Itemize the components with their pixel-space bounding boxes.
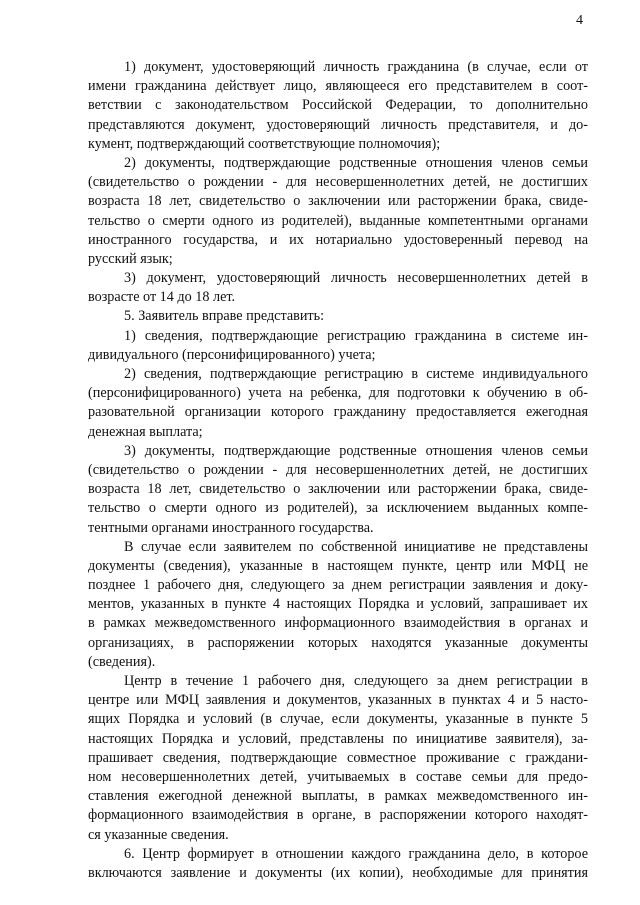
text-line: возраста 18 лет, свидетельство о заключении или расторжении брака, свиде-	[88, 193, 588, 210]
text-line: (персонифицированного) учета на ребенка, для подготовки к обучению в об-	[88, 385, 588, 402]
text-line: разовательной организации которого гражданину предоставляется ежегодная	[88, 404, 588, 421]
text-line: 1) документ, удостоверяющий личность гражданина (в случае, если от	[124, 59, 588, 75]
text-line: 2) сведения, подтверждающие регистрацию в системе индивидуального	[124, 366, 588, 382]
text-line: 3) документы, подтверждающие родственные отношения членов семьи	[124, 442, 588, 459]
text-line: организациях, в распоряжении которых находятся указанные документы	[88, 634, 588, 651]
text-line: иностранного государства, и их нотариально удостоверенный перевод на	[88, 231, 588, 248]
text-line: 1) сведения, подтверждающие регистрацию гражданина в системе ин-	[124, 327, 588, 344]
text-line: документы (сведения), указанные в настоящем пункте, центр или МФЦ не	[88, 557, 588, 574]
document-body	[88, 58, 588, 883]
text-line: 5. Заявитель вправе представить:	[124, 308, 325, 325]
text-line: представляются документ, удостоверяющий личность представителя, и до-	[88, 116, 588, 133]
text-line: (свидетельство о рождении - для несовершеннолетних детей, не достигших	[88, 461, 588, 478]
text-line: ментов, указанных в пункте 4 настоящих Порядка и условий, запрашивает их	[88, 596, 588, 613]
text-line: ся указанные сведения.	[88, 826, 229, 843]
text-line: прашивает сведения, подтверждающие совместное проживание с граждани-	[88, 749, 588, 766]
text-line: включаются заявление и документы (их копии), необходимые для принятия	[88, 864, 588, 881]
text-line: 2) документы, подтверждающие родственные отношения членов семьи	[124, 154, 588, 171]
text-line: кумент, подтверждающий соответствующие полномочия);	[88, 135, 441, 152]
text-line: формационного взаимодействия в органе, в распоряжении которого находят-	[88, 807, 588, 824]
text-line: денежная выплата;	[88, 423, 203, 440]
text-line: В случае если заявителем по собственной инициативе не представлены	[124, 538, 588, 555]
page-number: 4	[576, 13, 583, 28]
text-line: возраста 18 лет, свидетельство о заключении или расторжении брака, свиде-	[88, 481, 588, 498]
text-line: возрасте от 14 до 18 лет.	[88, 289, 236, 306]
text-line: ставления ежегодной денежной выплаты, в рамках межведомственного ин-	[88, 788, 588, 805]
text-line: русский язык;	[88, 250, 173, 267]
text-line: (свидетельство о рождении - для несовершеннолетних детей, не достигших	[88, 174, 588, 191]
text-line: имени гражданина действует лицо, являющееся его представителем в соот-	[88, 78, 588, 95]
text-line: ящих Порядка и условий (в случае, если документы, указанные в пункте 5	[88, 711, 588, 728]
text-line: настоящих Порядка и условий, представлены по инициативе заявителя), за-	[88, 730, 588, 747]
text-line: в рамках межведомственного информационного взаимодействия в органах и	[88, 615, 588, 632]
text-line: 6. Центр формирует в отношении каждого гражданина дело, в которое	[124, 845, 588, 862]
text-line: ветствии с законодательством Российской Федерации, то дополнительно	[88, 97, 588, 114]
text-line: Центр в течение 1 рабочего дня, следующего за днем регистрации в	[124, 673, 588, 689]
text-line: ном несовершеннолетних детей, учитываемых в составе семьи для предо-	[88, 768, 588, 785]
text-line: тельство о смерти одного из родителей), за исключением выданных компе-	[88, 500, 588, 517]
text-line: тельство о смерти одного из родителей), выданные компетентными органами	[88, 212, 588, 229]
text-line: (сведения).	[88, 653, 156, 670]
text-line: позднее 1 рабочего дня, следующего за днем регистрации заявления и доку-	[88, 577, 588, 594]
text-line: 3) документ, удостоверяющий личность несовершеннолетних детей в	[124, 270, 588, 287]
text-line: тентными органами иностранного государства.	[88, 519, 374, 536]
text-line: дивидуального (персонифицированного) учета;	[88, 346, 376, 363]
text-line: центре или МФЦ заявления и документов, указанных в пунктах 4 и 5 насто-	[88, 692, 588, 709]
